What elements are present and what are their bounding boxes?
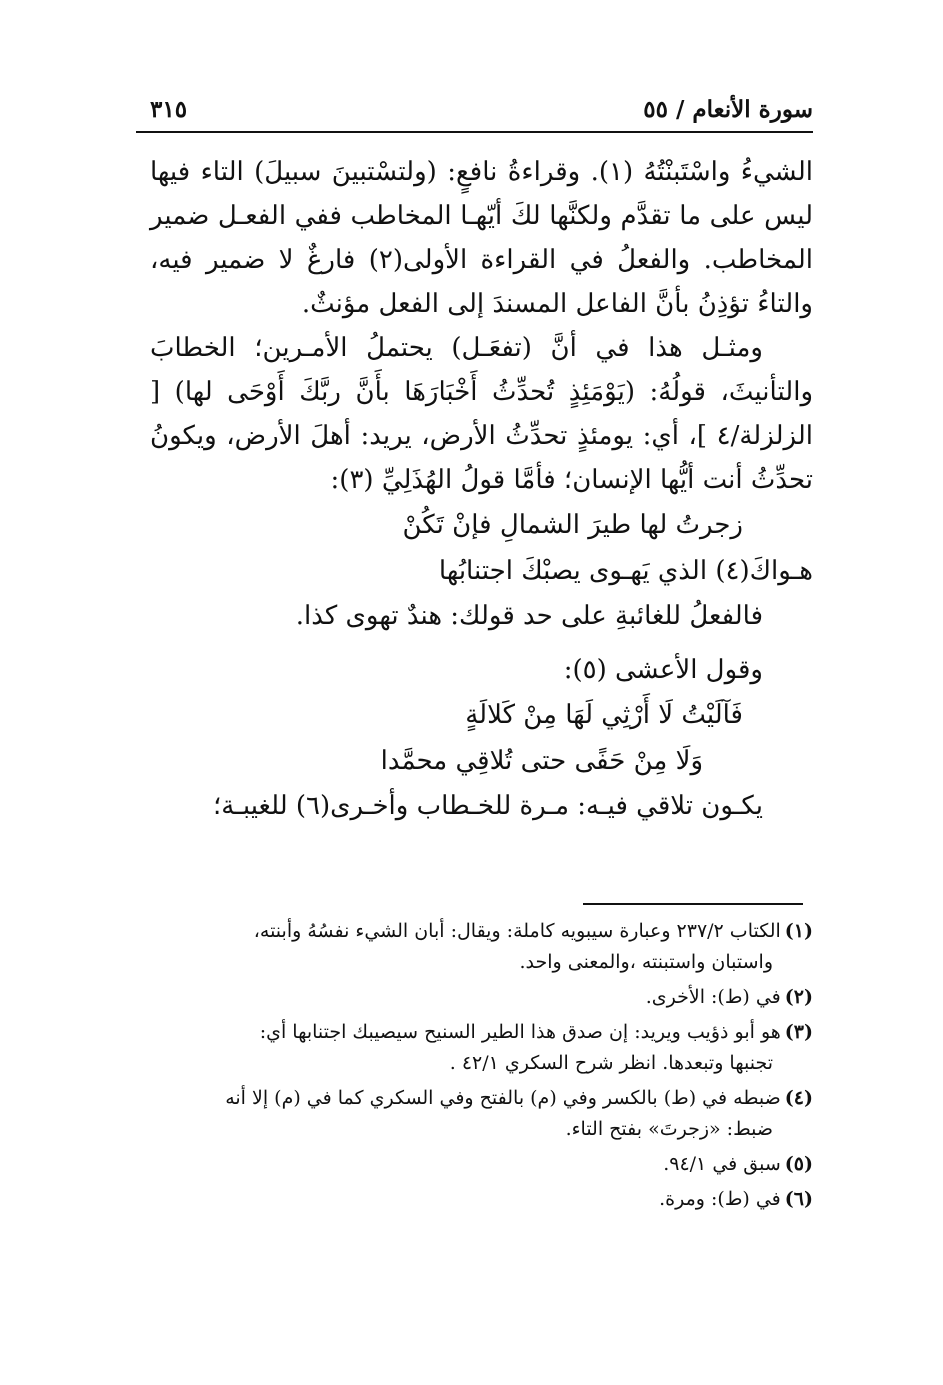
footnote-3 <box>150 1017 813 1079</box>
verse-2-b: وَلَا مِنْ حَفًى حتى تُلاقِي محمَّدا <box>380 746 703 776</box>
main-text <box>150 150 813 828</box>
footnotes <box>150 912 813 1219</box>
running-head: سورة الأنعام / ٥٥ <box>643 95 813 123</box>
footnote-continuation: ضبط: «زجرتَ» بفتح التاء. <box>565 1118 773 1140</box>
footnote-rule <box>583 903 803 905</box>
verse-2-first-hemistich <box>150 692 813 738</box>
footnote-4 <box>150 1083 813 1145</box>
paragraph-1: الشيءُ واسْتَبنْتُهُ (١). وقراءةُ نافعٍ: (ولتسْتبينَ سبيلَ) التاء فيها ليس على ما تقدَّم ولكنَّها لكَ أيّهـا المخاطب ففي الفعـل ضمير المخاطب. والفعلُ في القراءة الأولى(٢) فارغٌ لا ضمير فيه، والتاءُ تؤذِنُ بأنَّ الفاعل المسندَ إلى الفعل مؤنثٌ. <box>150 157 814 319</box>
footnote-text: ضبطه في (ط) بالكسر وفي (م) بالفتح وفي السكري كما في (م) إلا أنه <box>225 1087 781 1109</box>
verse-1-second-hemistich <box>150 548 813 594</box>
verse-1-b: هـواكَ(٤) الذي يَهـوى يصبْكَ اجتنابُها <box>438 556 813 586</box>
page-header <box>150 92 813 126</box>
paragraph-2: ومثـل هذا في أنَّ (تفعَـل) يحتملُ الأمـرين؛ الخطابَ والتأنيثَ، قولُهُ: (يَوْمَئِذٍ تُحدِّثُ أَخْبَارَهَا بأَنَّ ربَّكَ أَوْحَى لها) [ الزلزلة/٤ ]، أي: يومئذٍ تحدِّثُ الأرض، يريد: أهلَ الأرض، ويكونُ تحدِّثُ أنت أيُّها الإنسان؛ فأمَّا قولُ الهُذَلِيِّ (٣): <box>150 333 813 495</box>
verse-1-a: زجرتُ لها طيرَ الشمالِ فإنْ تَكُنْ <box>402 510 743 540</box>
page-number: ٣١٥ <box>150 95 188 123</box>
paragraph-3: فالفعلُ للغائبةِ على حد قولك: هندٌ تهوى كذا. <box>295 601 763 631</box>
footnote-1 <box>150 916 813 978</box>
paragraph-5: يكـون تلاقي فيـه: مـرة للخـطاب وأخـرى(٦) للغيبـة؛ <box>213 791 763 821</box>
footnote-text: الكتاب ٢٣٧/٢ وعبارة سيبويه كاملة: ويقال: أبان الشيء نفسُهُ وأبنته، <box>253 920 781 942</box>
footnote-5 <box>150 1149 813 1180</box>
footnote-number: (٢) <box>784 986 813 1008</box>
footnote-number: (٤) <box>784 1087 813 1109</box>
footnote-continuation: تجنبها وتبعدها. انظر شرح السكري ٤٢/١ . <box>449 1052 773 1074</box>
footnote-text: في (ط): الأخرى. <box>645 986 781 1008</box>
footnote-text: هو أبو ذؤيب ويريد: إن صدق هذا الطير السنيح سيصيبك اجتنابها أي: <box>259 1021 781 1043</box>
footnote-number: (٣) <box>784 1021 813 1043</box>
verse-2-second-hemistich <box>150 738 813 784</box>
header-rule <box>136 131 813 133</box>
paragraph-4: وقول الأعشى (٥): <box>563 655 763 685</box>
footnote-text: في (ط): ومرة. <box>659 1188 781 1210</box>
footnote-6 <box>150 1184 813 1215</box>
footnote-continuation: واستبان واستبنته ،والمعنى واحد. <box>519 951 773 973</box>
footnote-2 <box>150 982 813 1013</box>
footnote-text: سبق في ٩٤/١. <box>663 1153 781 1175</box>
footnote-number: (١) <box>784 920 813 942</box>
footnote-number: (٦) <box>784 1188 813 1210</box>
footnote-number: (٥) <box>784 1153 813 1175</box>
verse-1-first-hemistich <box>150 502 813 548</box>
verse-2-a: فَآلَيْتُ لَا أَرْثِي لَهَا مِنْ كَلالَةٍ <box>465 700 743 730</box>
